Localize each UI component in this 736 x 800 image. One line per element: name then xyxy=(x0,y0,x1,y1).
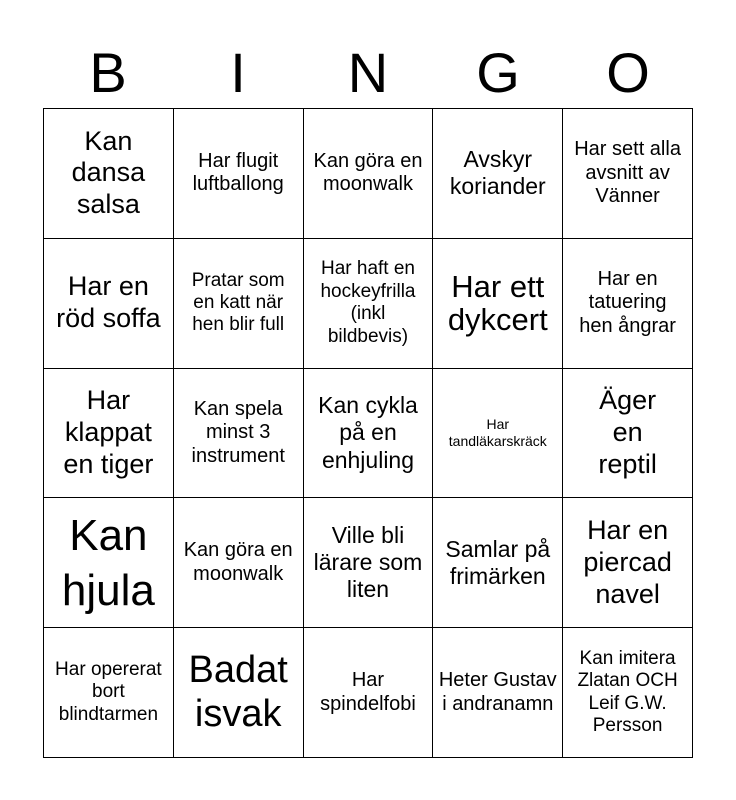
cell-text: Pratar som en katt när hen blir full xyxy=(191,269,285,336)
cell-text: Har ett dykcert xyxy=(447,268,548,338)
header-letter-b: B xyxy=(89,41,127,104)
cell-text: Har en tatuering hen ångrar xyxy=(579,267,676,337)
bingo-cell[interactable] xyxy=(304,239,434,369)
bingo-cell[interactable] xyxy=(563,369,693,499)
cell-text: Kan hjula xyxy=(61,510,155,615)
bingo-cell[interactable] xyxy=(44,109,174,239)
bingo-cell[interactable] xyxy=(304,628,434,758)
bingo-cell[interactable] xyxy=(563,628,693,758)
bingo-cell[interactable] xyxy=(44,628,174,758)
bingo-cell[interactable] xyxy=(174,239,304,369)
cell-text: Ville bli lärare som liten xyxy=(313,522,423,603)
bingo-cell[interactable] xyxy=(174,498,304,628)
bingo-cell[interactable] xyxy=(433,109,563,239)
bingo-cell[interactable] xyxy=(433,239,563,369)
bingo-cell[interactable] xyxy=(44,498,174,628)
cell-text: Har flugit luftballong xyxy=(192,149,284,196)
cell-text: Har klappat en tiger xyxy=(63,385,154,479)
cell-text: Kan göra en moonwalk xyxy=(313,149,423,196)
bingo-cell[interactable] xyxy=(44,239,174,369)
bingo-cell[interactable] xyxy=(433,369,563,499)
cell-text: Avskyr koriander xyxy=(449,146,546,200)
cell-text: Har spindelfobi xyxy=(320,669,416,715)
cell-text: Har en röd soffa xyxy=(56,271,161,334)
bingo-cell[interactable] xyxy=(304,109,434,239)
cell-text: Heter Gustav i andranamn xyxy=(438,669,557,715)
bingo-cell[interactable] xyxy=(174,369,304,499)
cell-text: Kan imitera Zlatan OCH Leif G.W. Persson xyxy=(577,647,678,736)
bingo-cell[interactable] xyxy=(174,109,304,239)
cell-text: Badat isvak xyxy=(188,648,288,735)
bingo-cell[interactable] xyxy=(563,498,693,628)
bingo-cell[interactable] xyxy=(174,628,304,758)
bingo-cell[interactable] xyxy=(433,498,563,628)
cell-text: Har haft en hockeyfrilla (inkl bildbevis) xyxy=(320,258,416,347)
cell-text: Har en piercad navel xyxy=(583,515,672,609)
bingo-cell[interactable] xyxy=(563,109,693,239)
cell-text: Har sett alla avsnitt av Vänner xyxy=(574,138,681,208)
header-letter-o: O xyxy=(606,41,650,104)
cell-text: Kan dansa salsa xyxy=(71,125,146,220)
cell-text: Har opererat bort blindtarmen xyxy=(55,658,162,725)
cell-text: Samlar på frimärken xyxy=(445,535,551,589)
cell-text: Kan cykla på en enhjuling xyxy=(318,392,418,473)
bingo-cell[interactable] xyxy=(304,498,434,628)
cell-text: Äger en reptil xyxy=(598,385,657,479)
cell-text: Kan spela minst 3 instrument xyxy=(191,397,285,467)
cell-text: Kan göra en moonwalk xyxy=(183,539,293,585)
bingo-header xyxy=(43,40,693,106)
bingo-cell[interactable] xyxy=(304,369,434,499)
bingo-cell[interactable] xyxy=(563,239,693,369)
header-letter-g: G xyxy=(476,41,520,104)
bingo-cell[interactable] xyxy=(433,628,563,758)
cell-text: Har tandläkarskräck xyxy=(448,416,547,449)
bingo-grid xyxy=(43,108,693,758)
header-letter-n: N xyxy=(347,41,389,104)
header-letter-i: I xyxy=(230,41,246,104)
bingo-cell[interactable] xyxy=(44,369,174,499)
